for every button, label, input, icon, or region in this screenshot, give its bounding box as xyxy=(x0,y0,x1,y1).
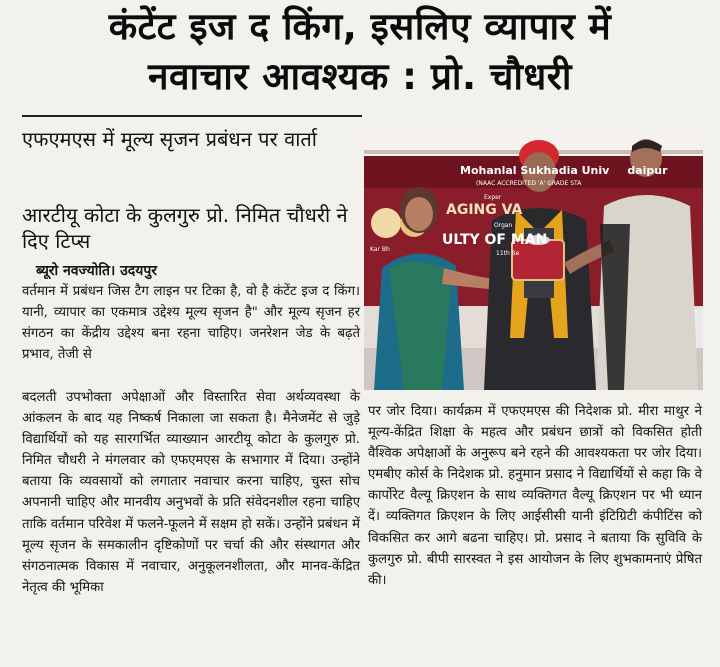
banner-faculty: ULTY OF MAN xyxy=(442,232,548,248)
banner-small-1: Exper xyxy=(484,194,502,201)
article-body-right: पर जोर दिया। कार्यक्रम में एफएमएस की निदेशक प्रो. मीरा माथुर ने मूल्य-केंद्रित शिक्षा के महत्व और प्रबंधन छात्रों को विकसित होती वैश्विक अपेक्षाओं के अनुरूप बने रहने की आवश्यकता पर जोर दिया। एमबीए कोर्स के निदेशक प्रो. हनुमान प्रसाद ने विद्यार्थियों से कहा कि वे कार्पोरेट वैल्यू क्रिएशन के साथ व्यक्तिगत वैल्यू क्रिएशन पर भी ध्यान दें। व्यक्तिगत क्रिएशन के लिए आईसीसी यानी इंटिग्रिटी कंपीटिंस को विकसित कर आगे बढना चाहिए। प्रो. प्रसाद ने बताया कि सुविवि के कुलगुरु प्रो. बीपी सारस्वत ने इस आयोजन के लिए शुभकामनाएं प्रेषित की। xyxy=(368,404,702,588)
headline-line-1: कंटेंट इज द किंग, इसलिए व्यापार में xyxy=(108,5,612,48)
news-photo xyxy=(364,128,703,390)
banner-small-2: Organ xyxy=(494,222,513,229)
banner-event: AGING VA xyxy=(446,202,523,218)
article-body-left: बदलती उपभोक्ता अपेक्षाओं और विस्तारित सेवा अर्थव्यवस्था के आंकलन के बाद यह निष्कर्ष निकाला जा सकता है। मैनेजमेंट से जुड़े विद्यार्थियों को यह सारगर्भित व्याख्यान आरटीयू कोटा के कुलगुरु प्रो. निमित चौधरी ने मंगलवार को एफएमएस के सभागार में दिया। उन्होंने बताया कि व्यवसायों को लगातार नवाचार करना चाहिए, चुस्त सोच अपनानी चाहिए और मानवीय अनुभवों के प्रति संवेदनशील रहना चाहिए ताकि वर्तमान परिवेश में फलने-फूलने में सक्षम हो सकें। उन्होंने प्रबंधन में मूल्य सृजन के समकालीन दृष्टिकोणों पर चर्चा की और संस्थागत और संगठनात्मक विकास में नवाचार, अनुकूलनशीलता, और मानव-केंद्रित नेतृत्व की भूमिका xyxy=(22,390,360,595)
article-body-intro: वर्तमान में प्रबंधन जिस टैग लाइन पर टिका है, वो है कंटेंट इज द किंग। यानी, व्यापार का एकमात्र उद्देश्य मूल्य सृजन है" और मूल्य सृजन हर संगठन का केंद्रीय उद्देश्य बना रहना चाहिए। जनरेशन जेड के बढ़ते प्रभाव, तेजी से xyxy=(22,284,360,363)
banner-small-4: Kar Bh xyxy=(370,246,390,253)
byline: ब्यूरो नवज्योति। उदयपुर xyxy=(36,263,158,279)
banner-small-3: 11th Se xyxy=(496,250,520,257)
headline-line-2: नवाचार आवश्यक : प्रो. चौधरी xyxy=(148,55,572,98)
banner-title: Mohanlal Sukhadia Univ daipur xyxy=(460,164,668,177)
subhead-first: एफएमएस में मूल्य सृजन प्रबंधन पर वार्ता xyxy=(22,127,317,151)
banner-subtitle: (NAAC ACCREDITED 'A' GRADE STA xyxy=(476,180,582,187)
divider xyxy=(22,115,362,117)
headline xyxy=(0,2,720,102)
subhead-second: आरटीयू कोटा के कुलगुरु प्रो. निमित चौधरी ने दिए टिप्स xyxy=(22,203,348,253)
